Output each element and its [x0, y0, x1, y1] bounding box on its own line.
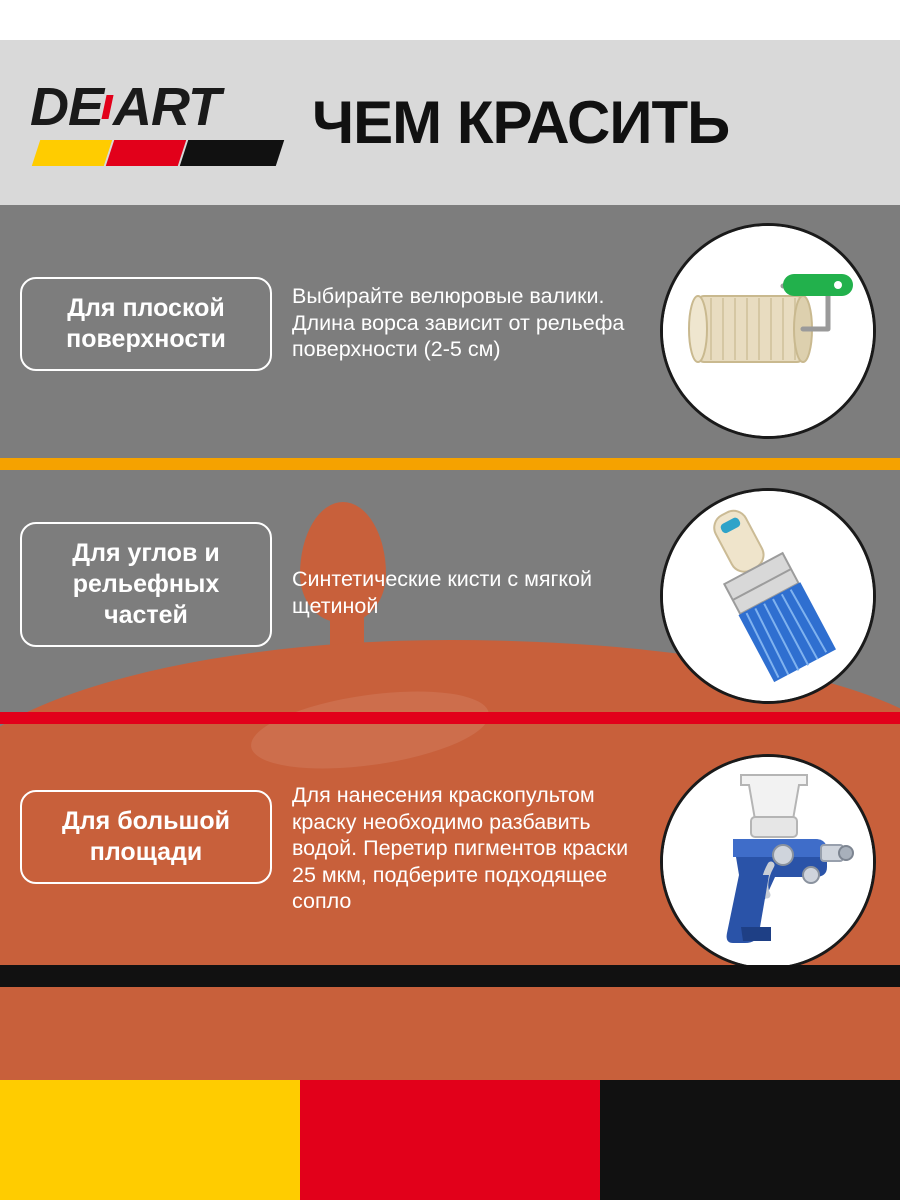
logo-apostrophe-icon [101, 95, 113, 119]
paint-roller-icon [663, 226, 873, 436]
top-white-strip [0, 0, 900, 40]
row-2-image-circle [660, 488, 876, 704]
logo-bar-black [180, 140, 284, 166]
row-2-description: Синтетические кисти с мягкой щетиной [292, 567, 592, 618]
row-3-description: Для нанесения краскопультом краску необходимо разбавить водой. Перетир пигментов краски 25 мкм, подберите подходящее сопло [292, 783, 629, 913]
deart-logo [30, 78, 280, 168]
logo-wordmark [30, 78, 220, 136]
logo-bar-red [106, 140, 186, 166]
page-title: ЧЕМ КРАСИТЬ [312, 88, 730, 156]
divider-red [0, 712, 900, 724]
logo-bar-yellow [32, 140, 112, 166]
spray-gun-icon [663, 757, 873, 967]
row-large-area [0, 724, 900, 974]
footer-flag [0, 1080, 900, 1200]
flag-band-red [300, 1080, 600, 1200]
header-band [0, 40, 900, 205]
row-flat-surface [0, 205, 900, 455]
row-corners [0, 470, 900, 720]
flag-band-yellow [0, 1080, 300, 1200]
row-1-description: Выбирайте велюровые валики. Длина ворса зависит от рельефа поверхности (2-5 см) [292, 284, 625, 361]
row-3-image-circle [660, 754, 876, 970]
paint-bottom-fill [0, 987, 900, 1080]
row-2-pill: Для углов и рельефных частей [20, 522, 272, 647]
divider-black [0, 965, 900, 987]
logo-text-art: ART [113, 76, 221, 137]
paint-brush-icon [663, 491, 873, 701]
logo-text-de: DE [30, 76, 104, 137]
divider-orange [0, 458, 900, 470]
row-3-pill: Для большой площади [20, 790, 272, 884]
logo-flag-bars [30, 140, 280, 166]
row-1-pill: Для плоской поверхности [20, 277, 272, 371]
flag-band-black [600, 1080, 900, 1200]
row-1-image-circle [660, 223, 876, 439]
